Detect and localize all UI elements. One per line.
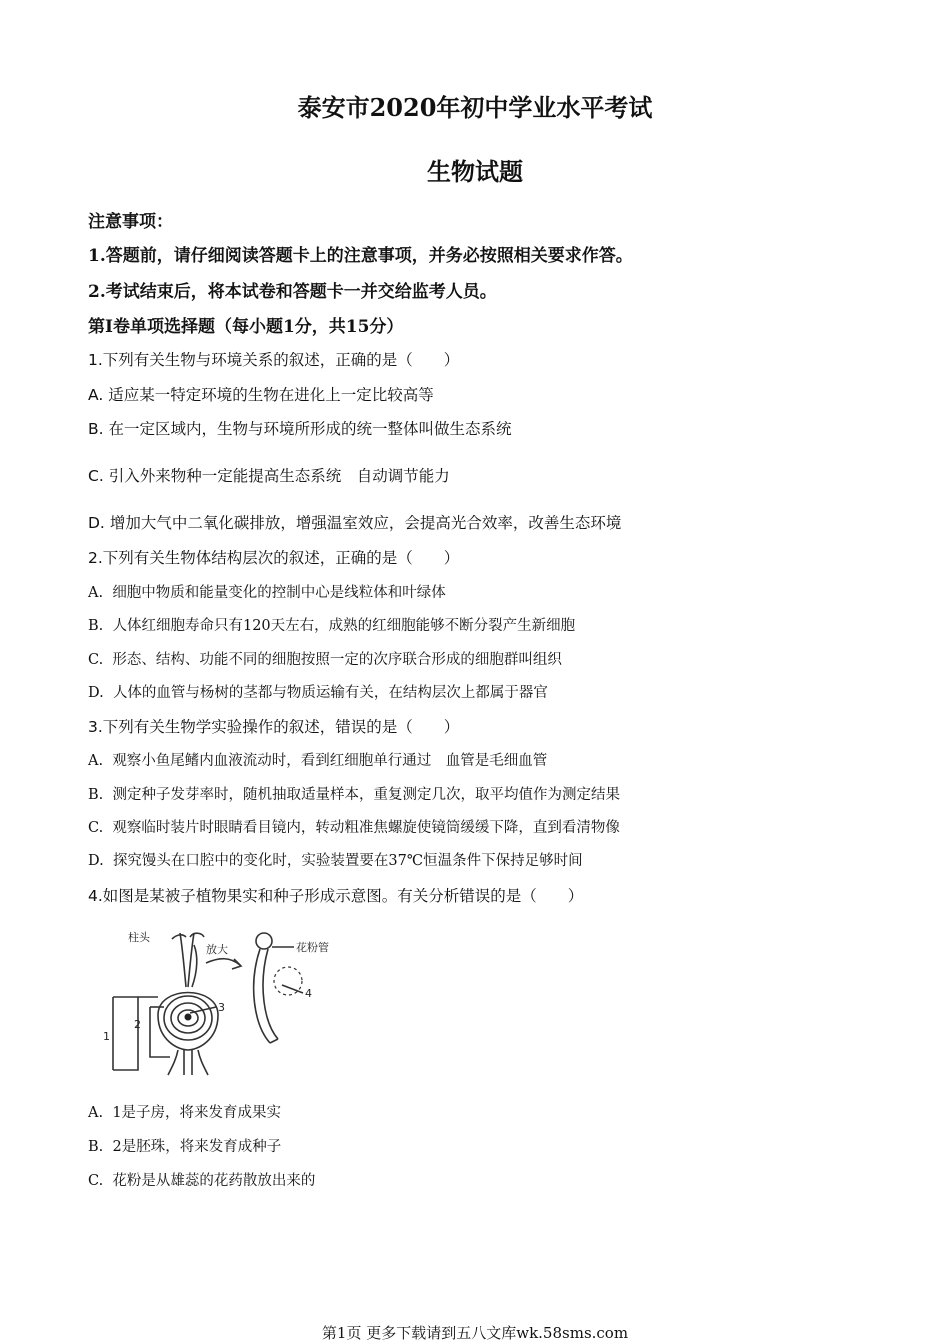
option-label: D. [88,685,104,701]
question-number: 1. [88,351,103,369]
option-label: B. [88,618,104,634]
option-label: B. [88,1139,104,1155]
option-text: 细胞中物质和能量变化的控制中心是线粒体和叶绿体 [112,585,446,601]
option-text: 测定种子发芽率时，随机抽取适量样本，重复测定几次，取平均值作为测定结果 [112,787,620,803]
q4-option-c [88,1169,315,1190]
notice-item-2: 2.考试结束后，将本试卷和答题卡一并交给监考人员。 [88,282,497,302]
question-stem: 如图是某被子植物果实和种子形成示意图。有关分析错误的是（ ） [102,887,584,905]
question-4 [88,884,583,906]
option-text: 2是胚珠，将来发育成种子 [112,1139,282,1155]
q1-option-d [88,511,621,533]
q3-option-c [88,816,620,837]
question-2 [88,546,459,568]
option-label: A. [88,386,104,404]
option-label: C. [88,467,104,485]
q2-option-a [88,581,446,602]
notice-heading: 注意事项： [88,212,173,232]
option-text: 1是子房，将来发育成果实 [112,1105,282,1121]
question-stem: 下列有关生物体结构层次的叙述，正确的是（ ） [102,549,460,567]
exam-subtitle: 生物试题 [427,157,523,186]
question-stem: 下列有关生物与环境关系的叙述，正确的是（ ） [102,351,460,369]
label-pollen-tube: 花粉管 [296,941,329,954]
q2-option-c [88,648,562,669]
option-label: A. [88,585,104,601]
option-label: C. [88,652,104,668]
flower-diagram [98,925,360,1085]
exam-title: 泰安市2020年初中学业水平考试 [297,93,653,122]
notice-item-1: 1.答题前，请仔细阅读答题卡上的注意事项，并务必按照相关要求作答。 [88,246,633,266]
q3-option-d [88,849,583,870]
option-text: 观察小鱼尾鳍内血液流动时，看到红细胞单行通过 血管是毛细血管 [112,753,548,769]
option-text: 在一定区域内，生物与环境所形成的统一整体叫做生态系统 [108,420,512,438]
q1-option-a [88,383,434,405]
option-text: 人体红细胞寿命只有120天左右，成熟的红细胞能够不断分裂产生新细胞 [112,618,576,634]
option-label: B. [88,787,104,803]
option-label: D. [88,853,104,869]
label-2: 2 [134,1018,141,1031]
q3-option-b [88,783,620,804]
q1-option-c [88,464,450,486]
label-1: 1 [103,1030,110,1043]
option-text: 形态、结构、功能不同的细胞按照一定的次序联合形成的细胞群叫组织 [112,652,562,668]
option-label: D. [88,514,105,532]
q4-option-a [88,1101,281,1122]
option-label: C. [88,820,104,836]
q1-option-b [88,417,512,439]
q2-option-b [88,614,575,635]
label-3: 3 [218,1001,225,1014]
label-enlarge: 放大 [206,943,228,956]
question-number: 2. [88,549,103,567]
option-text: 观察临时装片时眼睛看目镜内，转动粗准焦螺旋使镜筒缓缓下降，直到看清物像 [112,820,620,836]
option-text: 增加大气中二氧化碳排放，增强温室效应，会提高光合效率，改善生态环境 [109,514,622,532]
option-text: 引入外来物种一定能提高生态系统 自动调节能力 [108,467,450,485]
option-text: 花粉是从雄蕊的花药散放出来的 [112,1173,316,1189]
page-footer: 第1页 更多下载请到五八文库wk.58sms.com [321,1324,629,1342]
option-text: 适应某一特定环境的生物在进化上一定比较高等 [108,386,434,404]
question-number: 4. [88,887,103,905]
question-stem: 下列有关生物学实验操作的叙述，错误的是（ ） [102,718,460,736]
label-4: 4 [305,987,312,1000]
q2-option-d [88,681,548,702]
option-label: A. [88,1105,104,1121]
option-label: C. [88,1173,104,1189]
option-label: B. [88,420,104,438]
q3-option-a [88,749,547,770]
option-text: 探究馒头在口腔中的变化时，实验装置要在37℃恒温条件下保持足够时间 [112,853,583,869]
option-label: A. [88,753,104,769]
question-number: 3. [88,718,103,736]
section-heading: 第Ⅰ卷单项选择题（每小题1分，共15分） [88,317,404,337]
label-stigma: 柱头 [128,931,150,944]
option-text: 人体的血管与杨树的茎都与物质运输有关，在结构层次上都属于器官 [112,685,548,701]
question-3 [88,715,459,737]
question-1 [88,348,459,370]
q4-option-b [88,1135,281,1156]
